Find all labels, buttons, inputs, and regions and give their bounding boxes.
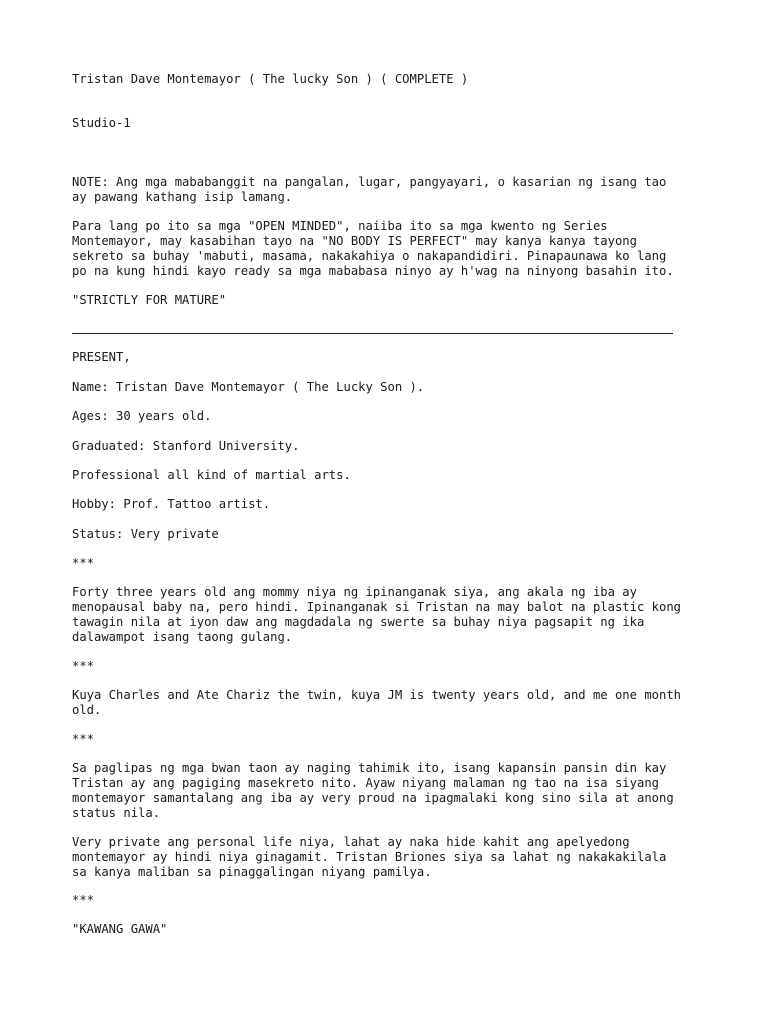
horizontal-divider [72,333,673,334]
disclaimer-line: Para lang po ito sa mga "OPEN MINDED", naiiba ito sa mga kwento ng Series [72,219,608,233]
paragraph-line: sa kanya maliban sa pinaggalingan niyang pamilya. [72,865,432,879]
paragraph-line: montemayor ay hindi niya ginagamit. Tristan Briones siya sa lahat ng nakakakilala [72,850,667,864]
section-separator: *** [72,732,95,746]
section-separator: *** [72,893,95,907]
paragraph-line: Tristan ay ang pagiging masekreto nito. Ayaw niyang malaman ng tao na isa siyang [72,776,659,790]
paragraph-line: dalawampot isang taong gulang. [72,630,293,644]
note-line: ay pawang kathang isip lamang. [72,190,293,204]
rating-label: "STRICTLY FOR MATURE" [72,293,227,307]
disclaimer-line: Montemayor, may kasabihan tayo na "NO BODY IS PERFECT" may kanya kanya tayong [72,234,637,248]
profile-status: Status: Very private [72,527,219,541]
author-name: Studio-1 [72,116,131,130]
section-separator: *** [72,659,95,673]
paragraph-line: menopausal baby na, pero hindi. Ipinanganak si Tristan na may balot na plastic kong [72,600,682,614]
paragraph-line: Kuya Charles and Ate Chariz the twin, kuya JM is twenty years old, and me one month [72,688,682,702]
paragraph-line: Forty three years old ang mommy niya ng ipinanganak siya, ang akala ng iba ay [72,585,637,599]
disclaimer-line: po na kung hindi kayo ready sa mga mababasa ninyo ay h'wag na ninyong basahin ito. [72,264,674,278]
note-line: NOTE: Ang mga mababanggit na pangalan, lugar, pangyayari, o kasarian ng isang tao [72,175,667,189]
paragraph-line: old. [72,703,102,717]
profile-professional: Professional all kind of martial arts. [72,468,351,482]
paragraph-line: Very private ang personal life niya, lahat ay naka hide kahit ang apelyedong [72,835,630,849]
section-separator: *** [72,556,95,570]
disclaimer-line: sekreto sa buhay 'mabuti, masama, nakakahiya o nakapandidiri. Pinapaunawa ko lang [72,249,667,263]
profile-hobby: Hobby: Prof. Tattoo artist. [72,497,271,511]
paragraph-line: tawagin nila at iyon daw ang magdadala ng swerte sa buhay niya pagsapit ng ika [72,615,645,629]
paragraph-line: montemayor samantalang ang iba ay very proud na ipagmalaki kong sino sila at anong [72,791,674,805]
paragraph-line: status nila. [72,806,161,820]
document-title: Tristan Dave Montemayor ( The lucky Son ) ( COMPLETE ) [72,72,469,86]
profile-name: Name: Tristan Dave Montemayor ( The Lucky Son ). [72,380,425,394]
present-heading: PRESENT, [72,350,131,364]
chapter-title: "KAWANG GAWA" [72,922,168,936]
profile-graduated: Graduated: Stanford University. [72,439,300,453]
paragraph-line: Sa paglipas ng mga bwan taon ay naging tahimik ito, isang kapansin pansin din kay [72,761,667,775]
profile-age: Ages: 30 years old. [72,409,212,423]
